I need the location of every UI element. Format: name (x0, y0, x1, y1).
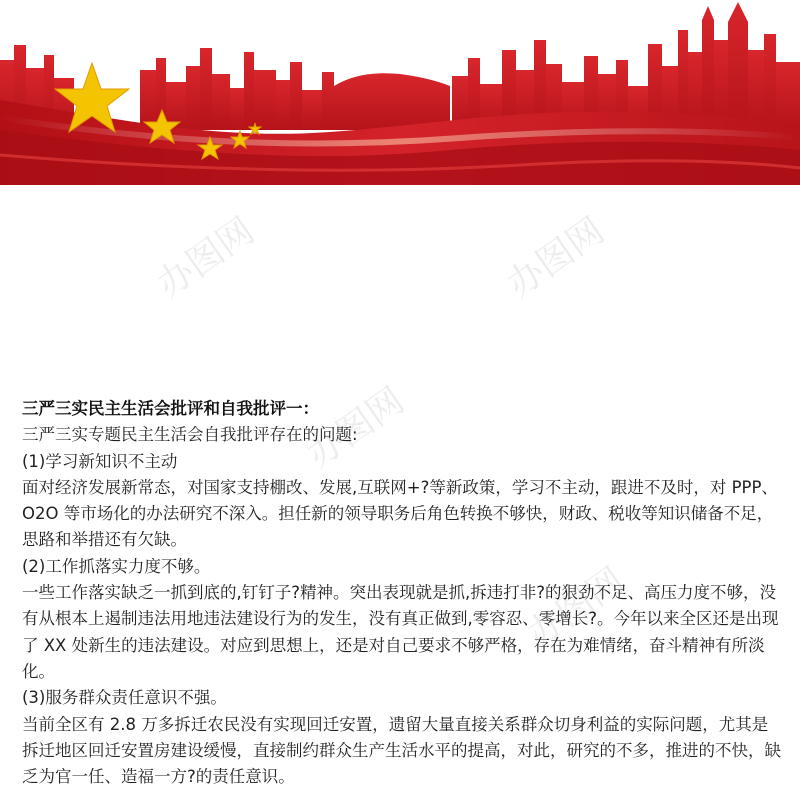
section-heading: (1)学习新知识不主动 (22, 451, 178, 471)
section-heading: (2)工作抓落实力度不够。 (22, 556, 211, 576)
city-skyline (0, 2, 800, 130)
document-title: 三严三实民主生活会批评和自我批评一： (22, 399, 319, 418)
watermark: 办图网 (499, 210, 612, 306)
watermark: 办图网 (519, 560, 632, 656)
document-body (22, 396, 782, 790)
header-banner (0, 0, 800, 185)
paragraph: 当前全区有 2.8 万多拆迁农民没有实现回迁安置，遗留大量直接关系群众切身利益的实际问题，尤其是拆迁地区回迁安置房建设缓慢，直接制约群众生产生活水平的提高，对此，研究的不多，推进的不快，缺乏为官一任、造福一方?的责任意识。 (22, 714, 781, 787)
paragraph: 三严三实专题民主生活会自我批评存在的问题: (22, 425, 358, 445)
banner-graphic (0, 0, 800, 185)
section-heading: (3)服务群众责任意识不强。 (22, 688, 227, 708)
watermark: 办图网 (149, 210, 262, 306)
paragraph: 一些工作落实缺乏一抓到底的,钉钉子?精神。突出表现就是抓,拆违打非?的狠劲不足、高压力度不够，没有从根本上遏制违法用地违法建设行为的发生，没有真正做到,零容忍、零增长?。今年以来全区还是出现了 XX 处新生的违法建设。对应到思想上，还是对自己要求不够严格，存在为难情绪，奋斗精神有所淡化。 (22, 583, 779, 681)
watermark: 办图网 (299, 380, 412, 476)
paragraph: 面对经济发展新常态，对国家支持棚改、发展,互联网+?等新政策，学习不主动，跟进不及时，对 PPP、O2O 等市场化的办法研究不深入。担任新的领导职务后角色转换不够快，财政、税收等知识储备不足，思路和举措还有欠缺。 (22, 477, 778, 550)
